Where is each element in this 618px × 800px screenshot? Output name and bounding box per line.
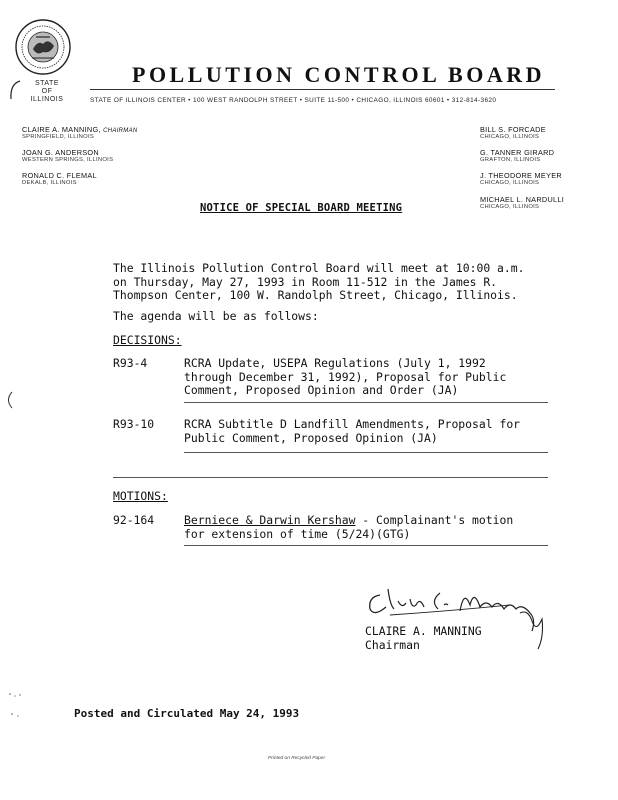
board-address: STATE OF ILLINOIS CENTER • 100 WEST RANDOLPH STREET • SUITE 11-500 • CHICAGO, ILLINOIS 60601 • 312-814-3620 [90, 97, 497, 104]
member-entry [480, 125, 546, 140]
member-location: CHICAGO, ILLINOIS [480, 180, 540, 186]
agenda-item-description [184, 357, 548, 398]
decisions-heading: DECISIONS: [113, 333, 182, 347]
state-label-line: STATE [34, 80, 60, 87]
member-title: CHAIRMAN [103, 128, 138, 134]
blank-line [184, 402, 548, 403]
posted-date: Posted and Circulated May 24, 1993 [74, 707, 300, 720]
member-location: GRAFTON, ILLINOIS [480, 157, 541, 163]
member-location: SPRINGFIELD, ILLINOIS [22, 134, 95, 140]
member-location: CHICAGO, ILLINOIS [480, 134, 540, 140]
member-name: RONALD C. FLEMAL [22, 171, 97, 180]
member-entry [22, 148, 113, 163]
letterhead-mark-icon [8, 80, 22, 100]
state-label-line: ILLINOIS [30, 96, 64, 103]
scan-specks [6, 690, 26, 720]
motion-text: for extension of time (5/24)(GTG) [184, 526, 411, 541]
member-name: MICHAEL L. NARDULLI [480, 195, 565, 204]
section-divider [113, 477, 548, 478]
margin-mark-icon [4, 390, 14, 410]
agenda-item-line: RCRA Subtitle D Landfill Amendments, Proposal for [184, 417, 521, 431]
agenda-item-number: R93-10 [113, 417, 155, 431]
member-location: CHICAGO, ILLINOIS [480, 204, 540, 210]
intro-paragraph [113, 262, 524, 303]
agenda-item-line: through December 31, 1992), Proposal for Public [184, 369, 507, 384]
intro-line: The Illinois Pollution Control Board will meet at 10:00 a.m. [113, 261, 525, 275]
motions-heading: MOTIONS: [113, 489, 168, 503]
agenda-item-line: Comment, Proposed Opinion and Order (JA) [184, 383, 459, 397]
signatory-block [365, 625, 482, 652]
signatory-title: Chairman [365, 637, 420, 652]
agenda-intro: The agenda will be as follows: [113, 309, 319, 323]
motion-description [184, 514, 513, 541]
blank-line [184, 545, 548, 546]
member-name: BILL S. FORCADE [480, 125, 546, 134]
board-title: POLLUTION CONTROL BOARD [132, 62, 545, 87]
motion-text: - Complainant's motion [355, 513, 514, 527]
intro-line: on Thursday, May 27, 1993 in Room 11-512 in the James R. [113, 274, 498, 289]
member-entry [22, 171, 97, 186]
state-label [22, 80, 72, 104]
intro-line: Thompson Center, 100 W. Randolph Street, Chicago, Illinois. [113, 288, 518, 302]
member-name: CLAIRE A. MANNING, [22, 125, 101, 134]
member-entry [480, 195, 564, 210]
member-location: WESTERN SPRINGS, ILLINOIS [22, 157, 114, 163]
member-name: J. THEODORE MEYER [480, 171, 562, 180]
member-location: DEKALB, ILLINOIS [22, 180, 77, 186]
recycled-paper-note: Printed on Recycled Paper [268, 756, 326, 761]
blank-line [184, 452, 548, 453]
member-entry [22, 125, 138, 140]
notice-title: NOTICE OF SPECIAL BOARD MEETING [200, 202, 403, 214]
title-divider [90, 89, 555, 90]
case-name: Berniece & Darwin Kershaw [184, 513, 356, 527]
agenda-item-description [184, 418, 548, 445]
state-label-line: OF [41, 88, 53, 95]
motion-number: 92-164 [113, 513, 155, 527]
state-seal [14, 18, 72, 76]
signatory-name: CLAIRE A. MANNING [365, 624, 482, 638]
member-name: G. TANNER GIRARD [480, 148, 555, 157]
agenda-item-number: R93-4 [113, 356, 148, 370]
agenda-item-line: Public Comment, Proposed Opinion (JA) [184, 430, 438, 445]
member-name: JOAN G. ANDERSON [22, 148, 99, 157]
member-entry [480, 171, 562, 186]
agenda-item-line: RCRA Update, USEPA Regulations (July 1, 1992 [184, 356, 486, 370]
member-entry [480, 148, 554, 163]
